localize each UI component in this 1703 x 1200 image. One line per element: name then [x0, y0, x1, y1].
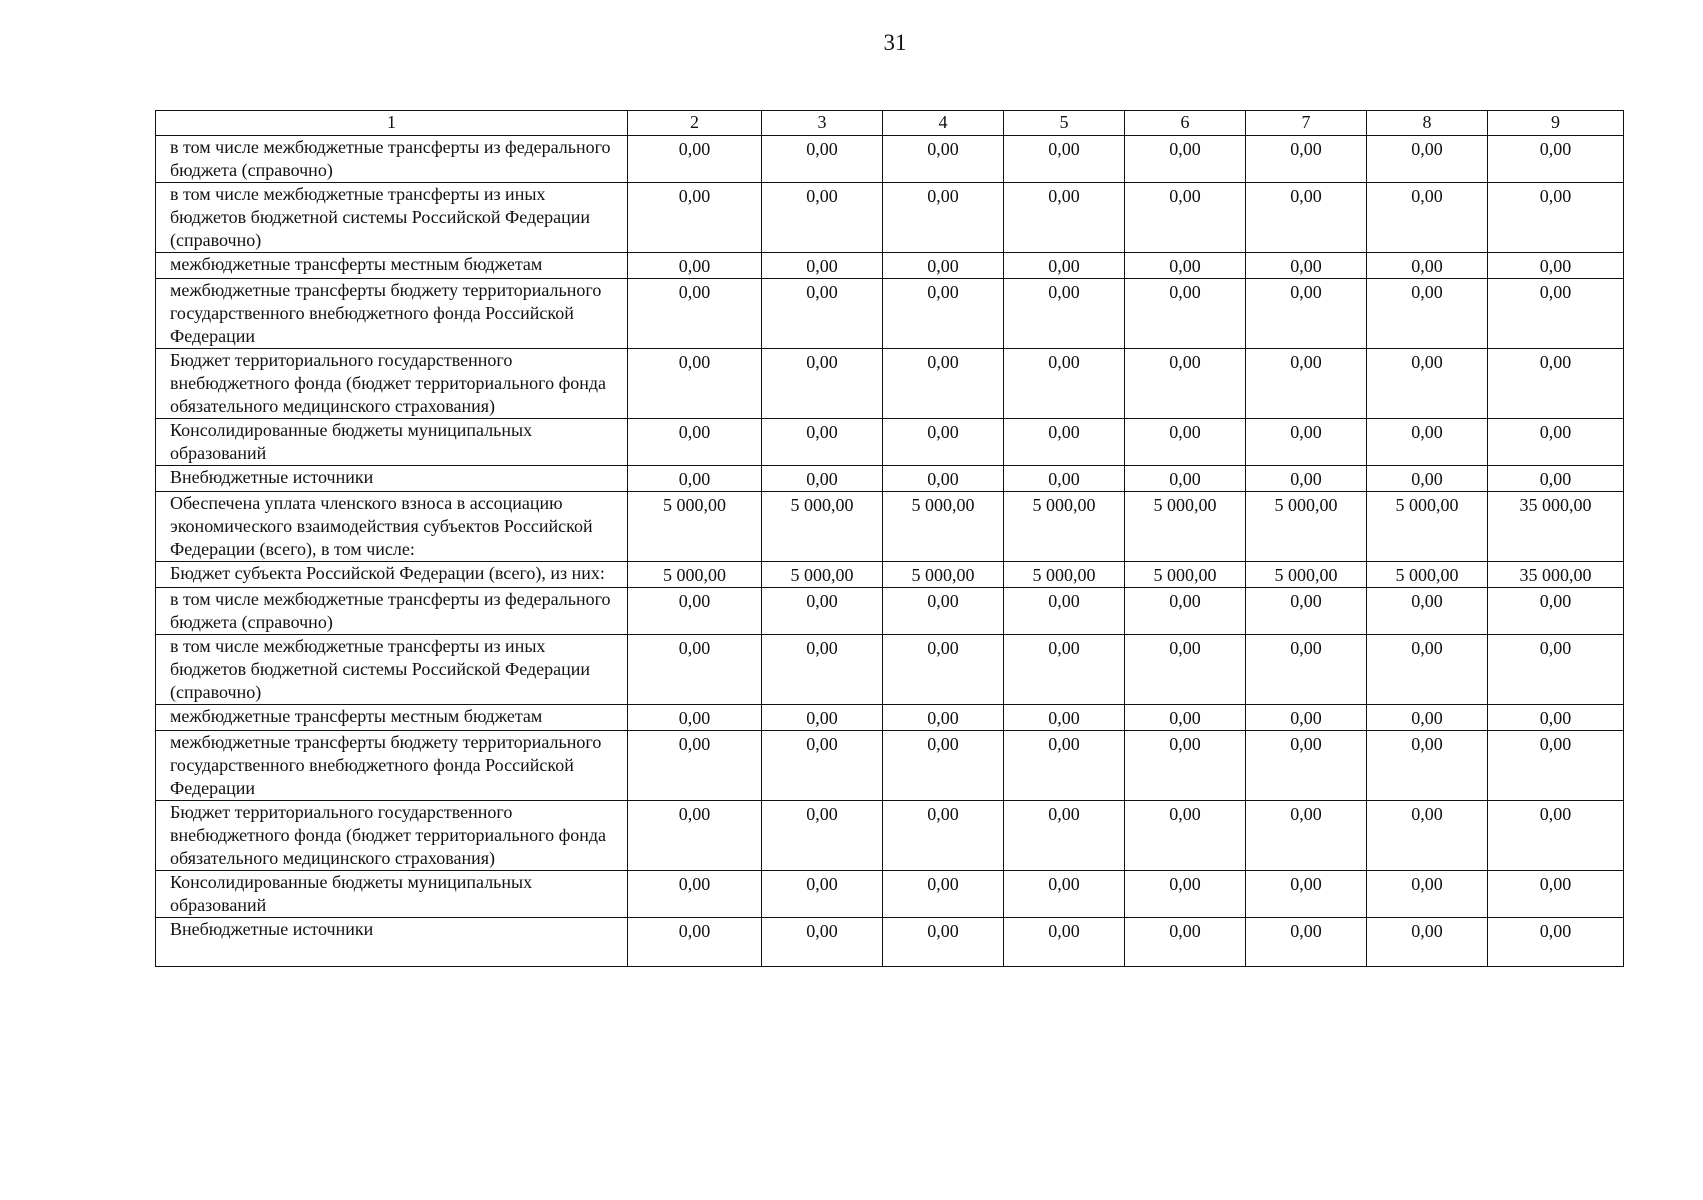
value-cell: 5 000,00 — [1125, 562, 1246, 588]
value-cell: 0,00 — [1004, 253, 1125, 279]
table-row — [156, 635, 1624, 705]
value-cell: 5 000,00 — [1367, 492, 1488, 562]
row-label: межбюджетные трансферты бюджету территориального государственного внебюджетного фонда Российской Федерации — [156, 279, 628, 349]
value-cell: 5 000,00 — [1367, 562, 1488, 588]
value-cell: 0,00 — [1367, 705, 1488, 731]
value-cell: 0,00 — [1367, 253, 1488, 279]
value-cell: 0,00 — [1367, 635, 1488, 705]
value-cell: 0,00 — [762, 871, 883, 918]
column-header-3: 3 — [762, 111, 883, 136]
table-row — [156, 731, 1624, 801]
value-cell: 0,00 — [628, 801, 762, 871]
value-cell: 0,00 — [1125, 801, 1246, 871]
value-cell: 0,00 — [1246, 801, 1367, 871]
value-cell: 5 000,00 — [883, 492, 1004, 562]
row-label: в том числе межбюджетные трансферты из иных бюджетов бюджетной системы Российской Федерации (справочно) — [156, 183, 628, 253]
row-label: Внебюджетные источники — [156, 918, 628, 967]
value-cell: 0,00 — [1488, 705, 1624, 731]
value-cell: 0,00 — [1004, 279, 1125, 349]
value-cell: 5 000,00 — [628, 562, 762, 588]
value-cell: 0,00 — [1367, 183, 1488, 253]
value-cell: 0,00 — [1488, 731, 1624, 801]
value-cell: 0,00 — [762, 635, 883, 705]
value-cell: 5 000,00 — [1004, 492, 1125, 562]
table-row — [156, 253, 1624, 279]
table-body — [156, 136, 1624, 967]
value-cell: 0,00 — [1246, 871, 1367, 918]
table-row — [156, 466, 1624, 492]
table-row — [156, 349, 1624, 419]
value-cell: 0,00 — [883, 136, 1004, 183]
value-cell: 0,00 — [762, 349, 883, 419]
column-header-8: 8 — [1367, 111, 1488, 136]
value-cell: 0,00 — [1488, 183, 1624, 253]
value-cell: 0,00 — [762, 705, 883, 731]
value-cell: 5 000,00 — [628, 492, 762, 562]
value-cell: 0,00 — [628, 705, 762, 731]
value-cell: 0,00 — [883, 349, 1004, 419]
value-cell: 0,00 — [1125, 871, 1246, 918]
value-cell: 0,00 — [1004, 349, 1125, 419]
table-row — [156, 279, 1624, 349]
value-cell: 0,00 — [628, 871, 762, 918]
table-row — [156, 419, 1624, 466]
row-label: Бюджет территориального государственного внебюджетного фонда (бюджет территориального фонда обязательного медицинского страхования) — [156, 349, 628, 419]
row-label: в том числе межбюджетные трансферты из иных бюджетов бюджетной системы Российской Федерации (справочно) — [156, 635, 628, 705]
value-cell: 5 000,00 — [1246, 492, 1367, 562]
value-cell: 0,00 — [1246, 466, 1367, 492]
value-cell: 0,00 — [883, 419, 1004, 466]
value-cell: 0,00 — [628, 253, 762, 279]
value-cell: 0,00 — [1367, 871, 1488, 918]
value-cell: 35 000,00 — [1488, 562, 1624, 588]
value-cell: 0,00 — [1125, 253, 1246, 279]
value-cell: 0,00 — [1125, 136, 1246, 183]
value-cell: 0,00 — [1246, 588, 1367, 635]
value-cell: 0,00 — [1488, 635, 1624, 705]
value-cell: 0,00 — [883, 588, 1004, 635]
value-cell: 0,00 — [628, 466, 762, 492]
value-cell: 0,00 — [1488, 349, 1624, 419]
value-cell: 0,00 — [1125, 279, 1246, 349]
value-cell: 0,00 — [762, 253, 883, 279]
value-cell: 0,00 — [1488, 253, 1624, 279]
value-cell: 0,00 — [762, 136, 883, 183]
table-row — [156, 871, 1624, 918]
value-cell: 0,00 — [1004, 588, 1125, 635]
value-cell: 0,00 — [762, 419, 883, 466]
value-cell: 0,00 — [1004, 183, 1125, 253]
value-cell: 0,00 — [1488, 419, 1624, 466]
value-cell: 0,00 — [1125, 183, 1246, 253]
column-header-9: 9 — [1488, 111, 1624, 136]
value-cell: 0,00 — [1004, 918, 1125, 967]
value-cell: 0,00 — [1246, 279, 1367, 349]
value-cell: 0,00 — [883, 279, 1004, 349]
value-cell: 0,00 — [1367, 349, 1488, 419]
value-cell: 0,00 — [1246, 419, 1367, 466]
value-cell: 0,00 — [1488, 871, 1624, 918]
value-cell: 0,00 — [1125, 419, 1246, 466]
value-cell: 5 000,00 — [1246, 562, 1367, 588]
value-cell: 0,00 — [1367, 466, 1488, 492]
value-cell: 0,00 — [762, 279, 883, 349]
value-cell: 0,00 — [628, 588, 762, 635]
value-cell: 0,00 — [628, 918, 762, 967]
value-cell: 0,00 — [1246, 253, 1367, 279]
value-cell: 0,00 — [1004, 801, 1125, 871]
value-cell: 0,00 — [628, 419, 762, 466]
value-cell: 0,00 — [762, 918, 883, 967]
value-cell: 0,00 — [1004, 635, 1125, 705]
value-cell: 0,00 — [1246, 635, 1367, 705]
value-cell: 0,00 — [1125, 349, 1246, 419]
value-cell: 0,00 — [1004, 731, 1125, 801]
row-label: в том числе межбюджетные трансферты из федерального бюджета (справочно) — [156, 588, 628, 635]
value-cell: 0,00 — [628, 183, 762, 253]
value-cell: 0,00 — [628, 136, 762, 183]
value-cell: 35 000,00 — [1488, 492, 1624, 562]
value-cell: 0,00 — [1488, 466, 1624, 492]
value-cell: 0,00 — [883, 635, 1004, 705]
value-cell: 5 000,00 — [1004, 562, 1125, 588]
value-cell: 0,00 — [1246, 918, 1367, 967]
value-cell: 0,00 — [1004, 136, 1125, 183]
value-cell: 0,00 — [1004, 419, 1125, 466]
value-cell: 0,00 — [1488, 136, 1624, 183]
table-row — [156, 562, 1624, 588]
table-row — [156, 492, 1624, 562]
value-cell: 0,00 — [1367, 136, 1488, 183]
value-cell: 0,00 — [1246, 705, 1367, 731]
table-row — [156, 918, 1624, 967]
value-cell: 0,00 — [762, 801, 883, 871]
value-cell: 0,00 — [1246, 731, 1367, 801]
value-cell: 0,00 — [883, 705, 1004, 731]
row-label: межбюджетные трансферты бюджету территориального государственного внебюджетного фонда Российской Федерации — [156, 731, 628, 801]
row-label: межбюджетные трансферты местным бюджетам — [156, 253, 628, 279]
value-cell: 0,00 — [883, 731, 1004, 801]
value-cell: 0,00 — [1367, 918, 1488, 967]
value-cell: 5 000,00 — [762, 562, 883, 588]
column-header-5: 5 — [1004, 111, 1125, 136]
value-cell: 0,00 — [883, 253, 1004, 279]
row-label: межбюджетные трансферты местным бюджетам — [156, 705, 628, 731]
value-cell: 0,00 — [883, 801, 1004, 871]
value-cell: 0,00 — [628, 349, 762, 419]
column-header-4: 4 — [883, 111, 1004, 136]
column-header-2: 2 — [628, 111, 762, 136]
value-cell: 0,00 — [1488, 918, 1624, 967]
table-header — [156, 111, 1624, 136]
page-number: 31 — [883, 30, 907, 55]
value-cell: 0,00 — [1367, 419, 1488, 466]
row-label: Бюджет субъекта Российской Федерации (всего), из них: — [156, 562, 628, 588]
value-cell: 0,00 — [1246, 349, 1367, 419]
value-cell: 0,00 — [1125, 635, 1246, 705]
value-cell: 0,00 — [762, 731, 883, 801]
value-cell: 5 000,00 — [883, 562, 1004, 588]
value-cell: 0,00 — [1125, 918, 1246, 967]
value-cell: 0,00 — [628, 731, 762, 801]
value-cell: 0,00 — [628, 635, 762, 705]
value-cell: 5 000,00 — [762, 492, 883, 562]
value-cell: 0,00 — [1004, 466, 1125, 492]
value-cell: 0,00 — [1367, 731, 1488, 801]
value-cell: 0,00 — [1125, 705, 1246, 731]
value-cell: 0,00 — [1488, 279, 1624, 349]
header-row — [156, 111, 1624, 136]
value-cell: 0,00 — [883, 466, 1004, 492]
table-row — [156, 183, 1624, 253]
row-label: Бюджет территориального государственного внебюджетного фонда (бюджет территориального фонда обязательного медицинского страхования) — [156, 801, 628, 871]
value-cell: 0,00 — [762, 588, 883, 635]
value-cell: 0,00 — [628, 279, 762, 349]
value-cell: 0,00 — [762, 466, 883, 492]
row-label: Обеспечена уплата членского взноса в ассоциацию экономического взаимодействия субъектов Российской Федерации (всего), в том числе: — [156, 492, 628, 562]
value-cell: 0,00 — [1367, 279, 1488, 349]
table-row — [156, 588, 1624, 635]
row-label: Внебюджетные источники — [156, 466, 628, 492]
value-cell: 0,00 — [1246, 183, 1367, 253]
row-label: Консолидированные бюджеты муниципальных образований — [156, 419, 628, 466]
column-header-1: 1 — [156, 111, 628, 136]
row-label: в том числе межбюджетные трансферты из федерального бюджета (справочно) — [156, 136, 628, 183]
value-cell: 0,00 — [883, 918, 1004, 967]
table-row — [156, 801, 1624, 871]
value-cell: 0,00 — [1367, 588, 1488, 635]
table-row — [156, 136, 1624, 183]
value-cell: 0,00 — [883, 871, 1004, 918]
value-cell: 0,00 — [1125, 588, 1246, 635]
value-cell: 0,00 — [1488, 801, 1624, 871]
row-label: Консолидированные бюджеты муниципальных образований — [156, 871, 628, 918]
value-cell: 0,00 — [762, 183, 883, 253]
value-cell: 0,00 — [1004, 871, 1125, 918]
value-cell: 5 000,00 — [1125, 492, 1246, 562]
value-cell: 0,00 — [883, 183, 1004, 253]
value-cell: 0,00 — [1246, 136, 1367, 183]
table-row — [156, 705, 1624, 731]
value-cell: 0,00 — [1004, 705, 1125, 731]
column-header-7: 7 — [1246, 111, 1367, 136]
column-header-6: 6 — [1125, 111, 1246, 136]
budget-table — [155, 110, 1624, 967]
value-cell: 0,00 — [1488, 588, 1624, 635]
value-cell: 0,00 — [1125, 731, 1246, 801]
value-cell: 0,00 — [1367, 801, 1488, 871]
value-cell: 0,00 — [1125, 466, 1246, 492]
